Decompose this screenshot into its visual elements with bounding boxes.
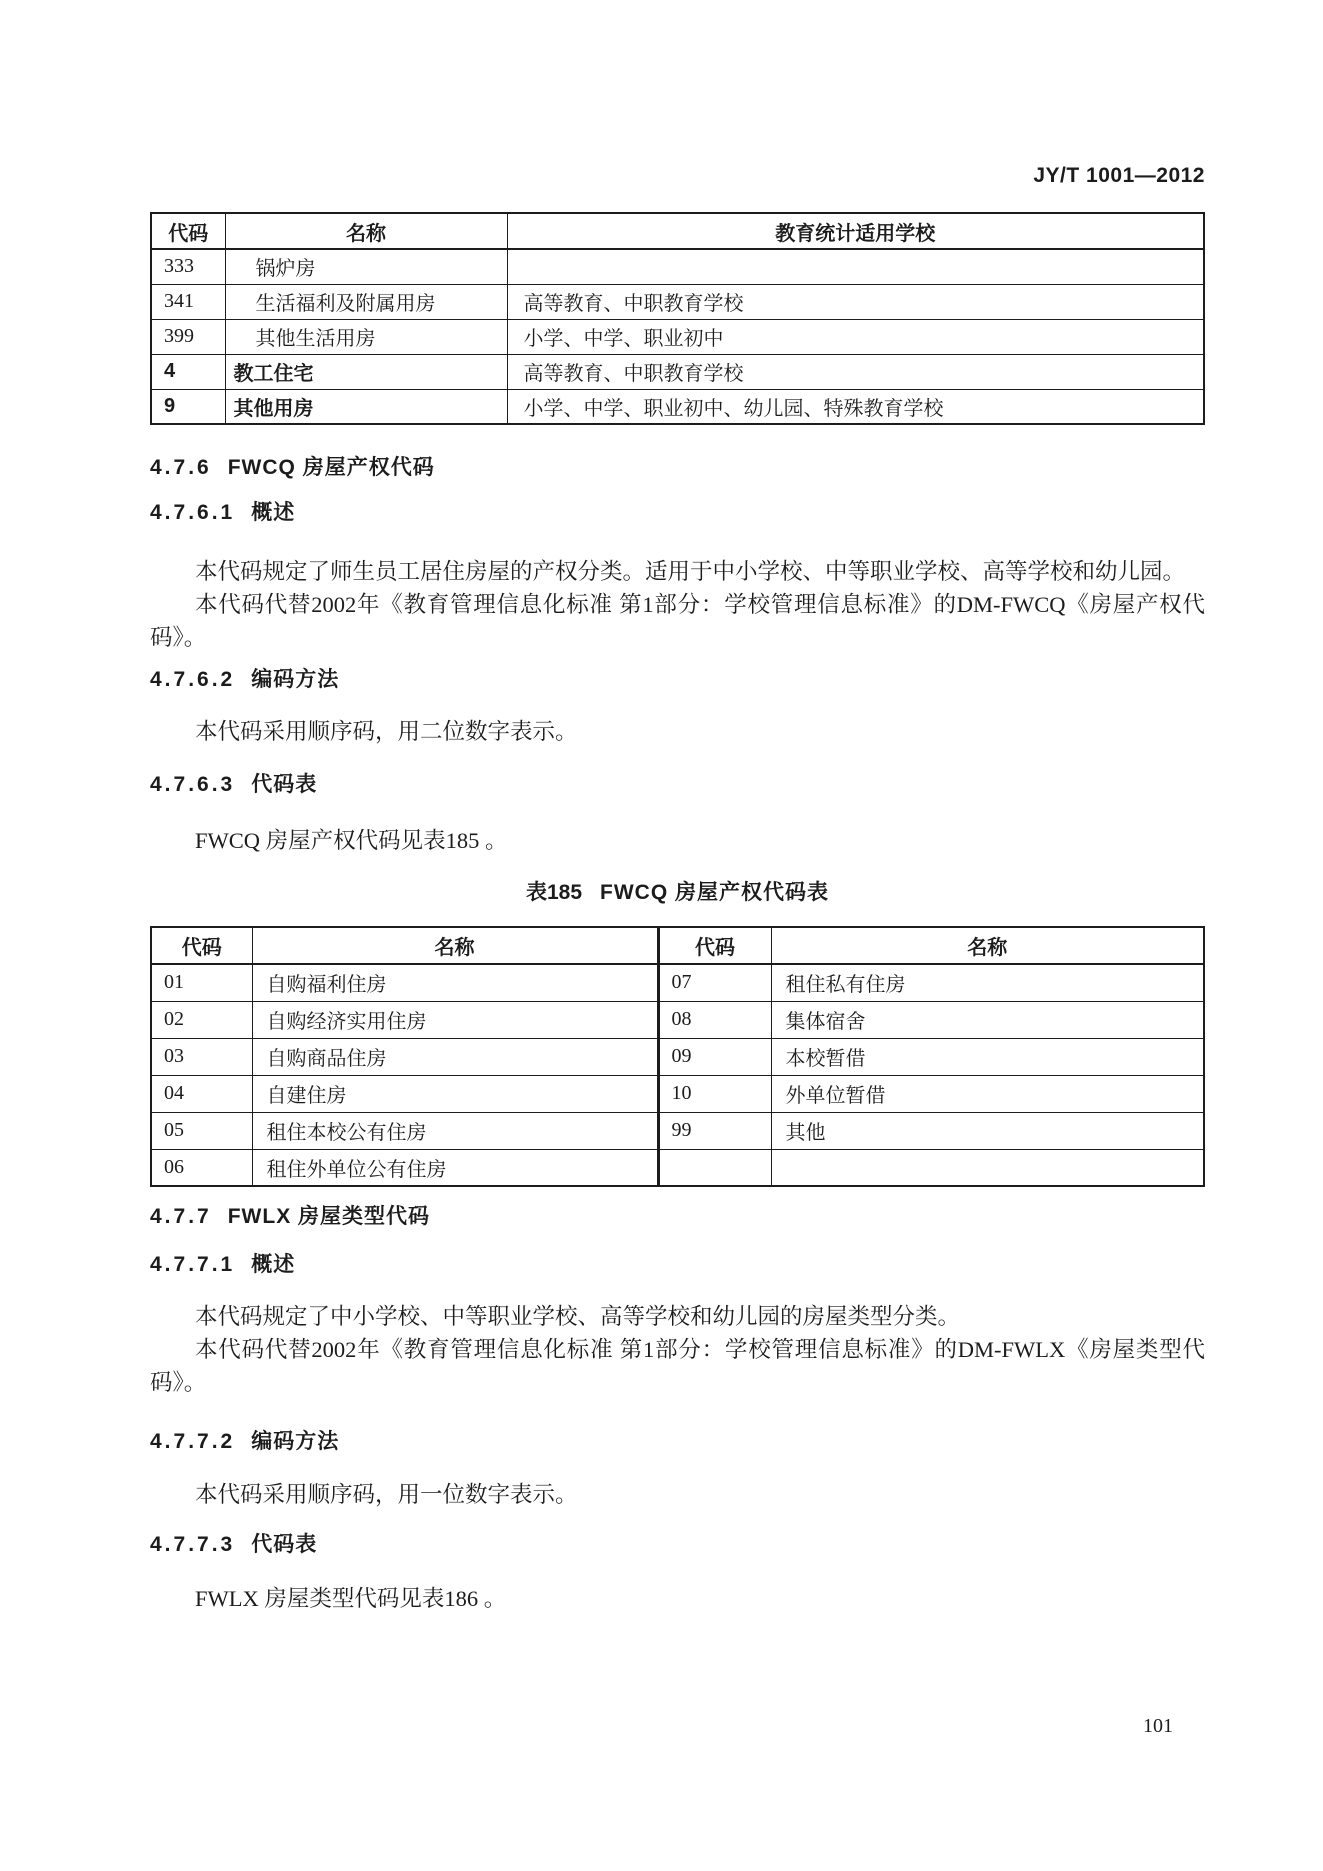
code-cell: 333: [151, 249, 225, 284]
subsection-title: 概述: [251, 1253, 296, 1276]
code-cell: 09: [658, 1038, 771, 1075]
subsection-number: 4.7.7.3: [150, 1533, 236, 1556]
subsection-heading-fwcq-coding: [150, 666, 1205, 693]
paragraph: 本代码规定了师生员工居住房屋的产权分类。适用于中小学校、中等职业学校、高等学校和幼儿园。: [195, 559, 1186, 584]
subsection-title: 代码表: [251, 1533, 318, 1556]
section-title: FWLX 房屋类型代码: [227, 1205, 431, 1228]
name-cell: 自购经济实用住房: [252, 1001, 658, 1038]
fwcq-overview-paragraphs: [150, 555, 1205, 654]
page-number: 101: [1143, 1715, 1173, 1737]
schools-cell: 小学、中学、职业初中、幼儿园、特殊教育学校: [507, 389, 1204, 424]
name-cell: 其他生活用房: [225, 319, 507, 354]
subsection-number: 4.7.6.2: [150, 668, 236, 691]
table-row: [151, 1001, 1204, 1038]
table-row: [151, 964, 1204, 1001]
section-heading-fwlx: [150, 1203, 1205, 1230]
schools-cell: [507, 249, 1204, 284]
table-row: [151, 1038, 1204, 1075]
code-cell: [658, 1149, 771, 1186]
schools-cell: 高等教育、中职教育学校: [507, 284, 1204, 319]
name-cell: 自购福利住房: [252, 964, 658, 1001]
name-cell: 生活福利及附属用房: [225, 284, 507, 319]
subsection-title: 概述: [251, 501, 296, 524]
header-row: [151, 213, 1204, 249]
paragraph: 本代码代替2002年《教育管理信息化标准 第1部分：学校管理信息标准》的DM-FWLX《房屋类型代码》。: [150, 1337, 1205, 1395]
paragraph: 本代码规定了中小学校、中等职业学校、高等学校和幼儿园的房屋类型分类。: [195, 1304, 961, 1329]
code-cell: 01: [151, 964, 252, 1001]
name-cell: [771, 1149, 1204, 1186]
column-header-name: 名称: [771, 927, 1204, 964]
continuation-table-body: [151, 249, 1204, 424]
table-row: [151, 389, 1204, 424]
column-header-code: 代码: [151, 927, 252, 964]
code-cell: 05: [151, 1112, 252, 1149]
paragraph: 本代码采用顺序码，用二位数字表示。: [195, 719, 578, 744]
section-title: FWCQ 房屋产权代码: [227, 456, 435, 479]
code-cell: 04: [151, 1075, 252, 1112]
name-cell: 租住外单位公有住房: [252, 1149, 658, 1186]
code-cell: 02: [151, 1001, 252, 1038]
name-cell: 自建住房: [252, 1075, 658, 1112]
code-cell: 9: [151, 389, 225, 424]
subsection-heading-fwlx-coding: [150, 1428, 1205, 1455]
subsection-title: 编码方法: [251, 668, 340, 691]
paragraph: FWLX 房屋类型代码见表186 。: [195, 1586, 507, 1611]
table-row: [151, 1112, 1204, 1149]
code-cell: 99: [658, 1112, 771, 1149]
subsection-heading-fwcq-overview: [150, 499, 1205, 526]
building-codes-continuation-table: [150, 212, 1205, 425]
column-header-name: 名称: [225, 213, 507, 249]
code-cell: 07: [658, 964, 771, 1001]
name-cell: 自购商品住房: [252, 1038, 658, 1075]
subsection-heading-fwlx-codetable: [150, 1531, 1205, 1558]
subsection-heading-fwlx-overview: [150, 1251, 1205, 1278]
fwcq-table-body: [151, 964, 1204, 1186]
subsection-number: 4.7.7.2: [150, 1430, 236, 1453]
fwlx-overview-paragraphs: [150, 1300, 1205, 1399]
column-header-schools: 教育统计适用学校: [507, 213, 1204, 249]
paragraph: FWCQ 房屋产权代码见表185 。: [195, 828, 508, 853]
table-row: [151, 249, 1204, 284]
table185-caption: [150, 879, 1205, 906]
table-row: [151, 354, 1204, 389]
table-row: [151, 319, 1204, 354]
subsection-number: 4.7.6.3: [150, 773, 236, 796]
column-header-code: 代码: [151, 213, 225, 249]
name-cell: 外单位暂借: [771, 1075, 1204, 1112]
fwcq-code-table: [150, 926, 1205, 1187]
section-number: 4.7.7: [150, 1205, 212, 1228]
schools-cell: 小学、中学、职业初中: [507, 319, 1204, 354]
column-header-code: 代码: [658, 927, 771, 964]
code-cell: 341: [151, 284, 225, 319]
name-cell: 租住私有住房: [771, 964, 1204, 1001]
code-cell: 399: [151, 319, 225, 354]
paragraph: 本代码采用顺序码，用一位数字表示。: [195, 1482, 578, 1507]
table-row: [151, 1149, 1204, 1186]
subsection-number: 4.7.6.1: [150, 501, 236, 524]
name-cell: 集体宿舍: [771, 1001, 1204, 1038]
table-caption-title: FWCQ 房屋产权代码表: [600, 881, 830, 904]
code-cell: 06: [151, 1149, 252, 1186]
name-cell: 本校暂借: [771, 1038, 1204, 1075]
name-cell: 教工住宅: [225, 354, 507, 389]
section-number: 4.7.6: [150, 456, 212, 479]
table-row: [151, 284, 1204, 319]
table-header: [151, 213, 1204, 249]
table-header: [151, 927, 1204, 964]
name-cell: 租住本校公有住房: [252, 1112, 658, 1149]
code-cell: 08: [658, 1001, 771, 1038]
column-header-name: 名称: [252, 927, 658, 964]
name-cell: 其他用房: [225, 389, 507, 424]
subsection-heading-fwcq-codetable: [150, 771, 1205, 798]
subsection-title: 编码方法: [251, 1430, 340, 1453]
subsection-title: 代码表: [251, 773, 318, 796]
code-cell: 10: [658, 1075, 771, 1112]
doc-code-header: JY/T 1001—2012: [1033, 164, 1205, 187]
header-row: [151, 927, 1204, 964]
schools-cell: 高等教育、中职教育学校: [507, 354, 1204, 389]
code-cell: 03: [151, 1038, 252, 1075]
code-cell: 4: [151, 354, 225, 389]
subsection-number: 4.7.7.1: [150, 1253, 236, 1276]
name-cell: 其他: [771, 1112, 1204, 1149]
table-row: [151, 1075, 1204, 1112]
table-caption-label: 表185: [525, 881, 583, 904]
paragraph: 本代码代替2002年《教育管理信息化标准 第1部分：学校管理信息标准》的DM-FWCQ《房屋产权代码》。: [150, 592, 1205, 650]
section-heading-fwcq: [150, 454, 1205, 481]
name-cell: 锅炉房: [225, 249, 507, 284]
